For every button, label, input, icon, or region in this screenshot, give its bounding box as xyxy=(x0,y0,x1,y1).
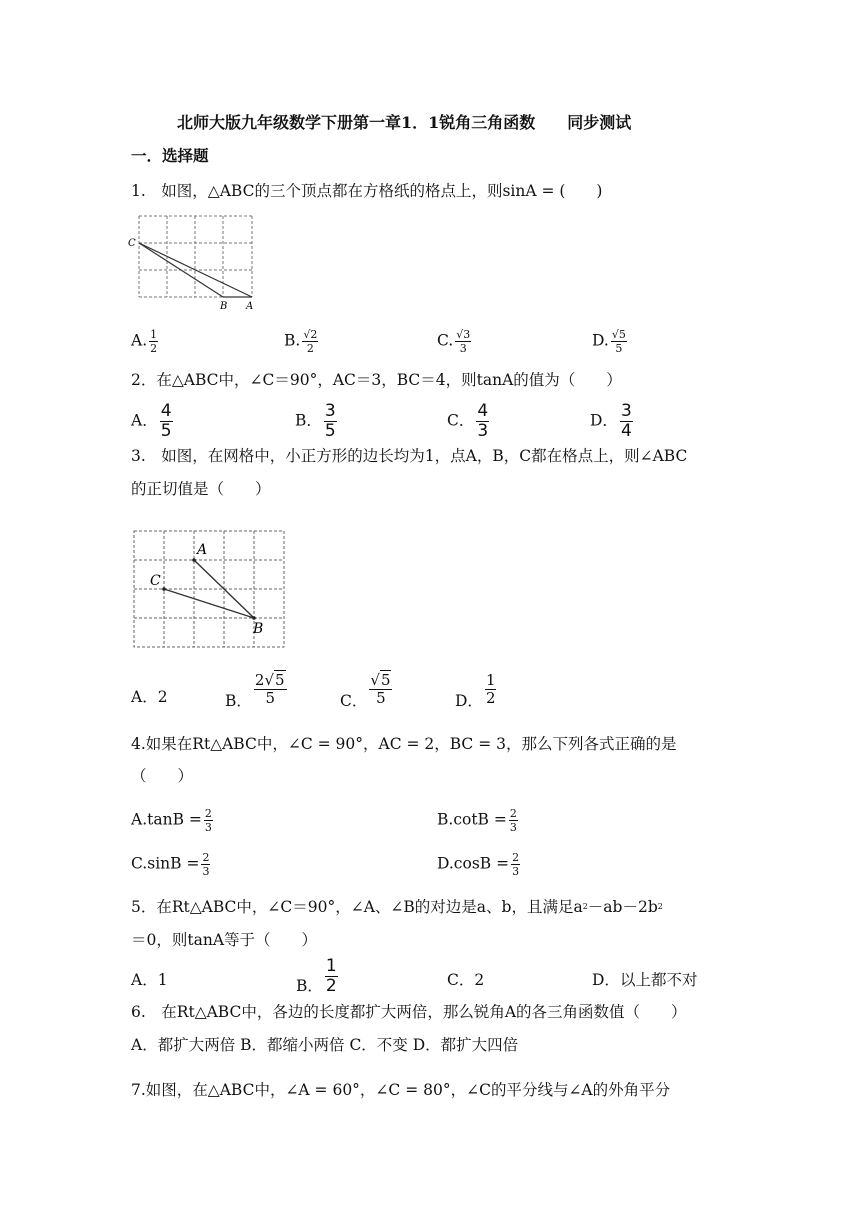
q1-option-b[interactable] xyxy=(284,329,318,354)
q2-option-d[interactable] xyxy=(590,403,633,440)
q4-option-b-fraction: $\frac{2}{3}$ xyxy=(509,807,517,834)
q5-stem-part-1: 5．在Rt△ABC中，∠C＝90°，∠A、∠B的对边是a、b，且满足a xyxy=(131,898,583,916)
q3-option-d-fraction: $\frac{1}{2}$ xyxy=(485,671,496,707)
q1-option-b-fraction: $\frac{√2}{2}$ xyxy=(303,328,318,355)
q2-option-c-prefix: C． xyxy=(447,411,475,430)
q1-option-d-fraction: $\frac{√5}{5}$ xyxy=(611,328,626,355)
document-title: 北师大版九年级数学下册第一章1．1锐角三角函数 同步测试 xyxy=(177,113,632,132)
q4-option-b-prefix: B.cotB = xyxy=(437,810,507,829)
question-2-stem: 2．在△ABC中，∠C＝90°，AC＝3，BC＝4，则tanA的值为（ ） xyxy=(131,371,622,389)
q1-option-a-prefix: A. xyxy=(131,331,148,350)
question-3-stem-line-1: 3. 如图，在网格中，小正方形的边长均为1，点A，B，C都在格点上，则∠ABC xyxy=(131,447,688,465)
question-4-stem-line-2: （ ） xyxy=(131,767,194,785)
q2-option-c[interactable] xyxy=(447,403,489,440)
q5-option-b-prefix: B． xyxy=(296,976,323,995)
q1-option-c-prefix: C. xyxy=(437,331,454,350)
question-5-stem-line-1 xyxy=(131,897,663,917)
q3-option-b[interactable] xyxy=(225,671,287,710)
q1-option-a[interactable] xyxy=(131,329,158,354)
q5-exponent-1: 2 xyxy=(582,902,588,911)
q4-option-c-fraction: $\frac{2}{3}$ xyxy=(202,851,210,878)
q5-option-a-prefix: A． xyxy=(131,971,158,989)
q1-option-d[interactable] xyxy=(592,329,627,354)
question-7-stem: 7.如图，在△ABC中，∠A = 60°，∠C = 80°，∠C的平分线与∠A的外角平分 xyxy=(131,1081,671,1099)
q4-option-c-prefix: C.sinB = xyxy=(131,854,200,873)
q5-stem-part-2: －ab－2b xyxy=(587,898,658,916)
q2-option-a[interactable] xyxy=(131,403,173,440)
q3-option-c-fraction: $\frac{√5}{5}$ xyxy=(370,671,391,707)
q3-option-b-prefix: B． xyxy=(225,691,252,710)
q3-option-d[interactable] xyxy=(455,671,496,710)
question-1-grid-figure xyxy=(126,212,258,312)
q5-option-b-fraction: $\frac{1}{2}$ xyxy=(325,956,337,996)
q4-option-a-fraction: $\frac{2}{3}$ xyxy=(204,807,212,834)
q5-exponent-2: 2 xyxy=(657,902,663,911)
q5-option-b[interactable] xyxy=(296,958,338,995)
q5-option-a-value: 1 xyxy=(157,971,168,989)
q1-option-d-prefix: D. xyxy=(592,331,609,350)
question-5-stem-line-2: ＝0，则tanA等于（ ） xyxy=(131,931,318,949)
q2-option-d-prefix: D． xyxy=(590,411,618,430)
question-3-grid-figure xyxy=(128,527,290,649)
q3-label-c: C xyxy=(150,573,161,589)
q5-option-c-value: 2 xyxy=(474,971,485,989)
q5-option-d[interactable] xyxy=(592,968,697,990)
q5-option-c[interactable] xyxy=(447,968,484,990)
q5-option-d-prefix: D． xyxy=(592,971,620,989)
q4-option-a[interactable] xyxy=(131,808,213,833)
q1-option-a-fraction: $\frac{1}{2}$ xyxy=(150,328,158,355)
q2-option-b-fraction: $\frac{3}{5}$ xyxy=(324,401,336,441)
q3-option-a-value: 2 xyxy=(157,688,168,706)
q4-option-d[interactable] xyxy=(437,852,520,877)
q1-option-c[interactable] xyxy=(437,329,471,354)
q4-option-c[interactable] xyxy=(131,852,210,877)
q2-option-b-prefix: B． xyxy=(295,411,322,430)
q1-label-b: B xyxy=(220,301,228,312)
q1-label-a: A xyxy=(246,301,254,312)
q2-option-c-fraction: $\frac{4}{3}$ xyxy=(477,401,489,441)
q3-option-c[interactable] xyxy=(340,671,392,710)
question-3-stem-line-2: 的正切值是（ ） xyxy=(131,480,271,498)
q4-option-d-fraction: $\frac{2}{3}$ xyxy=(512,851,520,878)
q5-option-a[interactable] xyxy=(131,968,168,990)
q4-option-a-prefix: A.tanB = xyxy=(131,810,202,829)
q3-option-d-prefix: D． xyxy=(455,691,483,710)
section-heading: 一．选择题 xyxy=(131,146,209,165)
q1-option-c-fraction: $\frac{√3}{3}$ xyxy=(456,328,471,355)
q5-option-c-prefix: C． xyxy=(447,971,475,989)
q4-option-b[interactable] xyxy=(437,808,518,833)
q2-option-a-prefix: A． xyxy=(131,411,158,430)
question-6-options[interactable]: A．都扩大两倍 B．都缩小两倍 C．不变 D．都扩大四倍 xyxy=(131,1036,519,1054)
question-4-stem-line-1: 4.如果在Rt△ABC中，∠C = 90°，AC = 2，BC = 3，那么下列各式正确的是 xyxy=(131,735,677,753)
q3-label-a: A xyxy=(197,542,208,558)
q3-option-a[interactable] xyxy=(131,685,168,707)
q3-option-a-prefix: A． xyxy=(131,688,158,706)
question-1-stem: 1. 如图，△ABC的三个顶点都在方格纸的格点上，则sinA = ( ) xyxy=(131,182,603,200)
q4-option-d-prefix: D.cosB = xyxy=(437,854,510,873)
q2-option-d-fraction: $\frac{3}{4}$ xyxy=(620,401,632,441)
q1-option-b-prefix: B. xyxy=(284,331,301,350)
q5-option-d-value: 以上都不对 xyxy=(619,971,698,989)
q3-option-b-fraction: $\frac{2√5}{5}$ xyxy=(254,671,285,707)
q2-option-a-fraction: $\frac{4}{5}$ xyxy=(160,401,172,441)
q3-option-c-prefix: C． xyxy=(340,691,368,710)
question-6-stem: 6. 在Rt△ABC中，各边的长度都扩大两倍，那么锐角A的各三角函数值（ ） xyxy=(131,1003,687,1021)
q3-label-b: B xyxy=(253,621,264,637)
q2-option-b[interactable] xyxy=(295,403,337,440)
q1-label-c: C xyxy=(128,238,136,249)
